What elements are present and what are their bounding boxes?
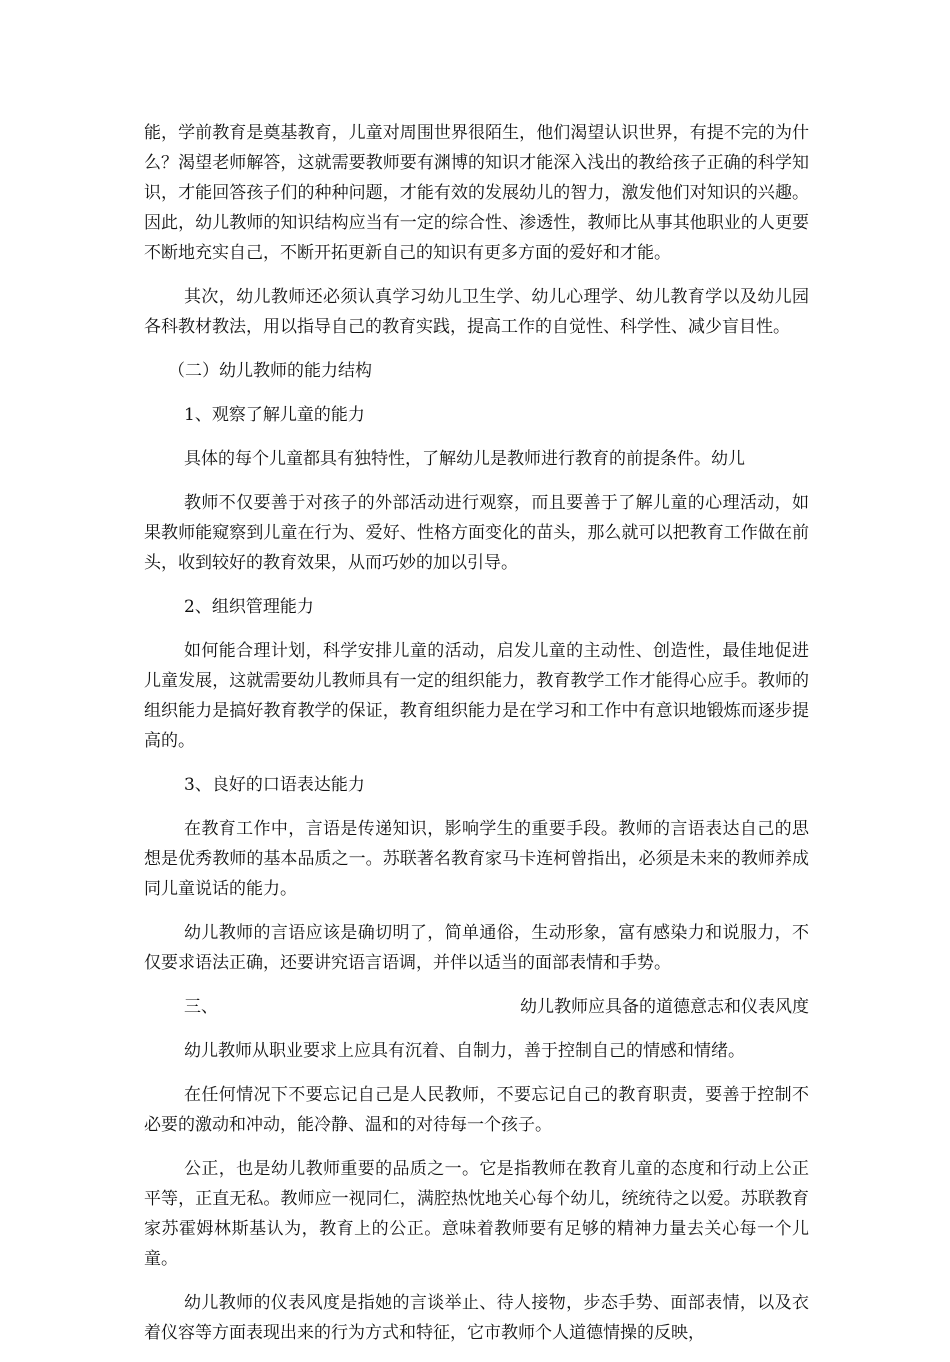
subheading-organization-ability: 2、组织管理能力 [184,597,314,617]
paragraph-appearance-manner: 幼儿教师的仪表风度是指她的言谈举止、待人接物，步态手势、面部表情，以及衣着仪容等方面表现出来的行为方式和特征，它市教师个人道德情操的反映， [144,1293,809,1343]
paragraph-language-importance: 在教育工作中，言语是传递知识，影响学生的重要手段。教师的言语表达自己的思想是优秀教师的基本品质之一。苏联著名教育家马卡连柯曾指出，必须是未来的教师养成同儿童说话的能力。 [144,819,809,899]
subheading-observation-ability: 1、观察了解儿童的能力 [184,405,365,425]
paragraph-study-subjects: 其次，幼儿教师还必须认真学习幼儿卫生学、幼儿心理学、幼儿教育学以及幼儿园各科教材教法，用以指导自己的教育实践，提高工作的自觉性、科学性、减少盲目性。 [144,287,809,337]
subheading-oral-expression: 3、良好的口语表达能力 [184,775,365,795]
section-title: 幼儿教师应具备的道德意志和仪表风度 [520,997,809,1017]
section-number: 三、 [184,997,218,1017]
document-body [144,118,809,1362]
section-heading-moral-will [144,992,809,1022]
paragraph-language-requirements: 幼儿教师的言语应该是确切明了，简单通俗，生动形象，富有感染力和说服力，不仅要求语法正确，还要讲究语言语调，并伴以适当的面部表情和手势。 [144,923,809,973]
paragraph-teacher-duty: 在任何情况下不要忘记自己是人民教师，不要忘记自己的教育职责，要善于控制不必要的激动和冲动，能冷静、温和的对待每一个孩子。 [144,1085,809,1135]
section-heading-ability-structure: （二）幼儿教师的能力结构 [168,361,372,381]
paragraph-organization-detail: 如何能合理计划，科学安排儿童的活动，启发儿童的主动性、创造性，最佳地促进儿童发展，这就需要幼儿教师具有一定的组织能力，教育教学工作才能得心应手。教师的组织能力是搞好教育教学的保证，教育组织能力是在学习和工作中有意识地锻炼而逐步提高的。 [144,641,809,751]
paragraph-self-control: 幼儿教师从职业要求上应具有沉着、自制力，善于控制自己的情感和情绪。 [184,1041,745,1061]
paragraph-knowledge-continued: 能，学前教育是奠基教育，儿童对周围世界很陌生，他们渴望认识世界，有提不完的为什么？渴望老师解答，这就需要教师要有渊博的知识才能深入浅出的教给孩子正确的科学知识，才能回答孩子们的种种问题，才能有效的发展幼儿的智力，激发他们对知识的兴趣。因此，幼儿教师的知识结构应当有一定的综合性、渗透性，教师比从事其他职业的人更要不断地充实自己，不断开拓更新自己的知识有更多方面的爱好和才能。 [144,123,809,263]
paragraph-child-uniqueness: 具体的每个儿童都具有独特性，了解幼儿是教师进行教育的前提条件。幼儿 [184,449,745,469]
paragraph-observation-detail: 教师不仅要善于对孩子的外部活动进行观察，而且要善于了解儿童的心理活动，如果教师能窥察到儿童在行为、爱好、性格方面变化的苗头，那么就可以把教育工作做在前头，收到较好的教育效果，从而巧妙的加以引导。 [144,493,809,573]
paragraph-fairness: 公正，也是幼儿教师重要的品质之一。它是指教师在教育儿童的态度和行动上公正平等，正直无私。教师应一视同仁，满腔热忱地关心每个幼儿，统统待之以爱。苏联教育家苏霍姆林斯基认为，教育上的公正。意味着教师要有足够的精神力量去关心每一个儿童。 [144,1159,809,1269]
